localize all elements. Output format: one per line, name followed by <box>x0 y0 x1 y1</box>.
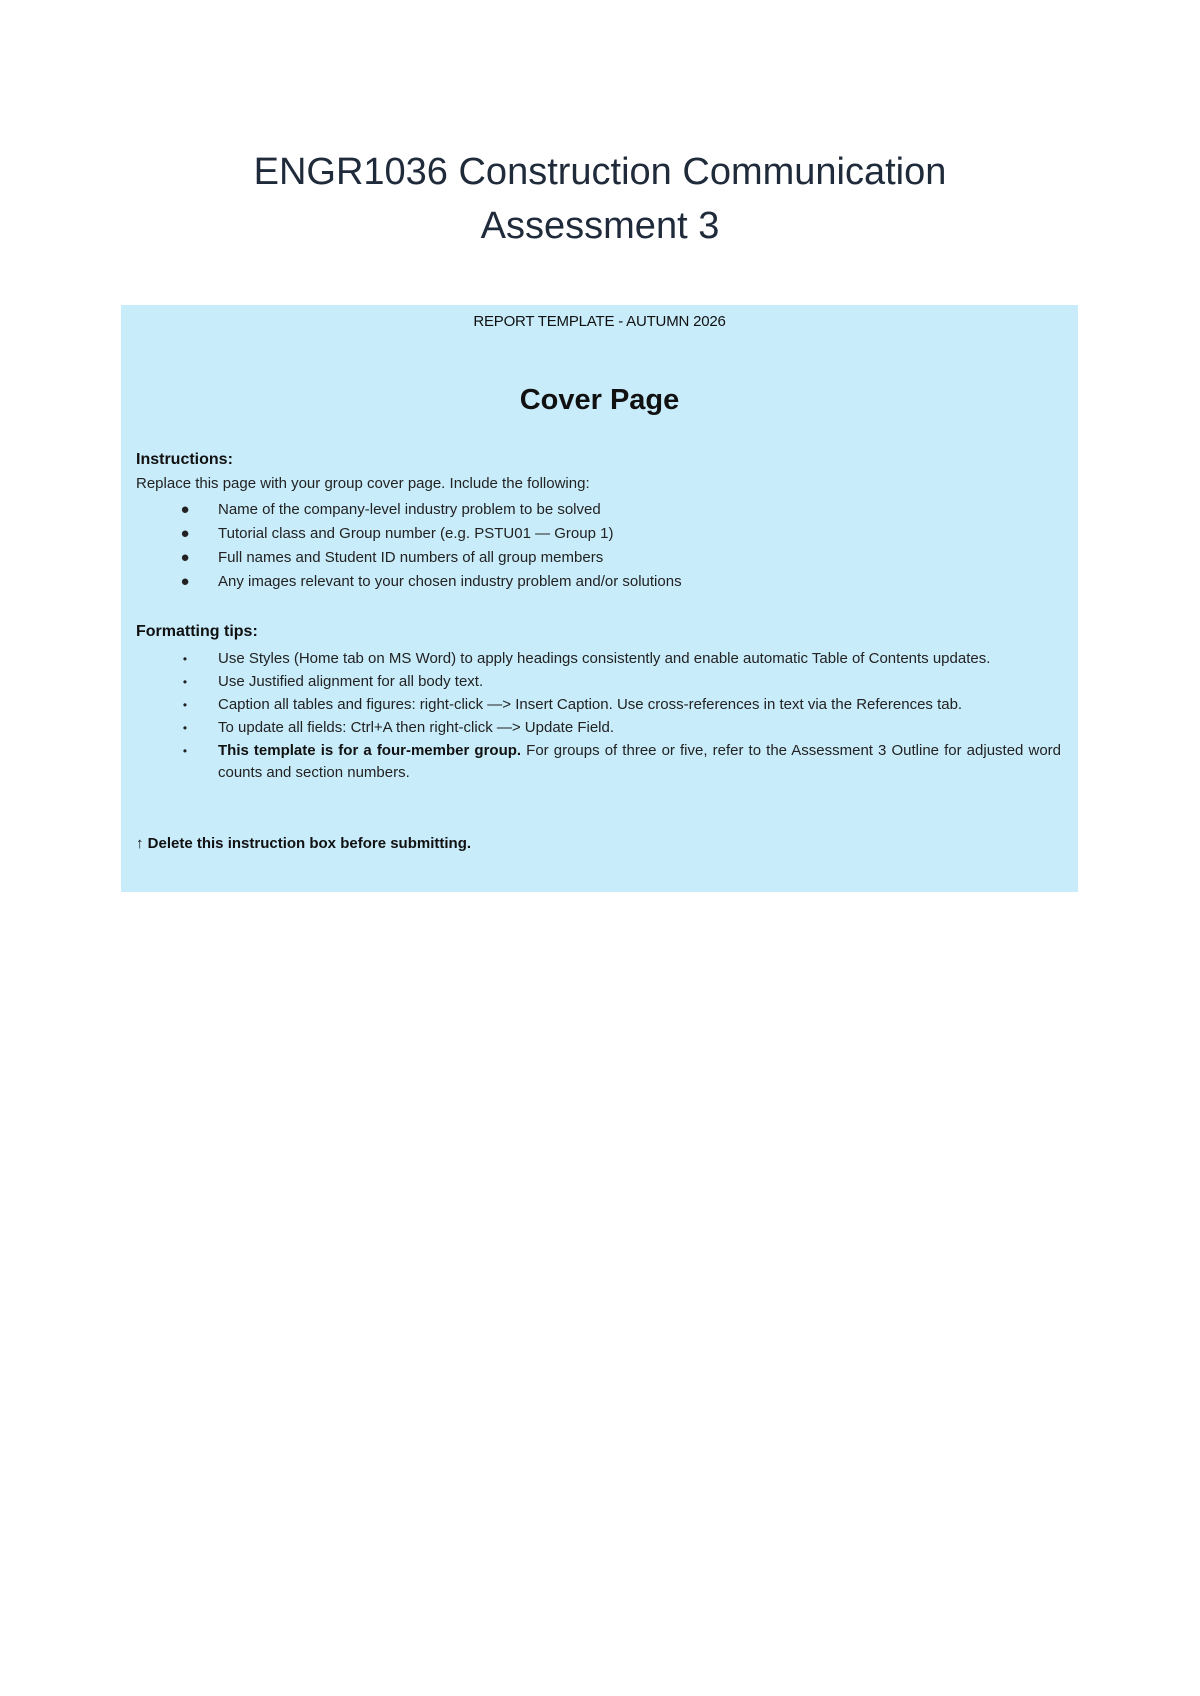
list-item-text: Use Styles (Home tab on MS Word) to apply headings consistently and enable automatic Table of Contents updates. <box>218 650 991 667</box>
list-item-text: For groups of three or five, refer to the Assessment 3 Outline for adjusted word counts and section numbers. <box>218 742 1061 781</box>
page-title <box>0 145 1200 253</box>
list-item <box>136 571 1061 595</box>
bullet-icon: • <box>182 652 188 666</box>
list-item <box>136 499 1061 523</box>
list-item <box>136 648 1061 670</box>
list-item-text: Use Justified alignment for all body text. <box>218 673 484 690</box>
list-item-bold-text: This template is for a four-member group. <box>218 742 522 759</box>
list-item <box>136 547 1061 571</box>
bullet-icon: • <box>182 721 188 735</box>
list-item-text: To update all fields: Ctrl+A then right-click —> Update Field. <box>218 719 615 736</box>
list-item-text: Name of the company-level industry problem to be solved <box>218 501 601 518</box>
requirements-list <box>136 499 1061 595</box>
list-item <box>136 523 1061 547</box>
formatting-tips-label: Formatting tips: <box>136 623 258 640</box>
bullet-icon: • <box>182 675 188 689</box>
instruction-box <box>121 305 1078 892</box>
list-item <box>136 740 1061 784</box>
delete-instruction-note: ↑ Delete this instruction box before submitting. <box>136 835 472 852</box>
list-item <box>136 671 1061 693</box>
list-item <box>136 694 1061 716</box>
list-item-text: Caption all tables and figures: right-click —> Insert Caption. Use cross-references in text via the References tab. <box>218 696 963 713</box>
bullet-icon: ● <box>180 573 190 590</box>
instructions-intro: Replace this page with your group cover page. Include the following: <box>136 475 590 492</box>
title-line-2: Assessment 3 <box>480 205 720 247</box>
list-item-text: Any images relevant to your chosen industry problem and/or solutions <box>218 573 682 590</box>
bullet-icon: ● <box>180 501 190 518</box>
cover-page-heading: Cover Page <box>519 384 680 416</box>
title-line-1: ENGR1036 Construction Communication <box>253 151 947 193</box>
template-banner: REPORT TEMPLATE - AUTUMN 2026 <box>473 313 726 330</box>
formatting-tips-list <box>136 648 1061 785</box>
bullet-icon: • <box>182 744 188 758</box>
list-item <box>136 717 1061 739</box>
bullet-icon: ● <box>180 525 190 542</box>
bullet-icon: ● <box>180 549 190 566</box>
bullet-icon: • <box>182 698 188 712</box>
instructions-label: Instructions: <box>136 451 233 468</box>
list-item-text: Full names and Student ID numbers of all group members <box>218 549 604 566</box>
list-item-text: Tutorial class and Group number (e.g. PSTU01 — Group 1) <box>218 525 614 542</box>
